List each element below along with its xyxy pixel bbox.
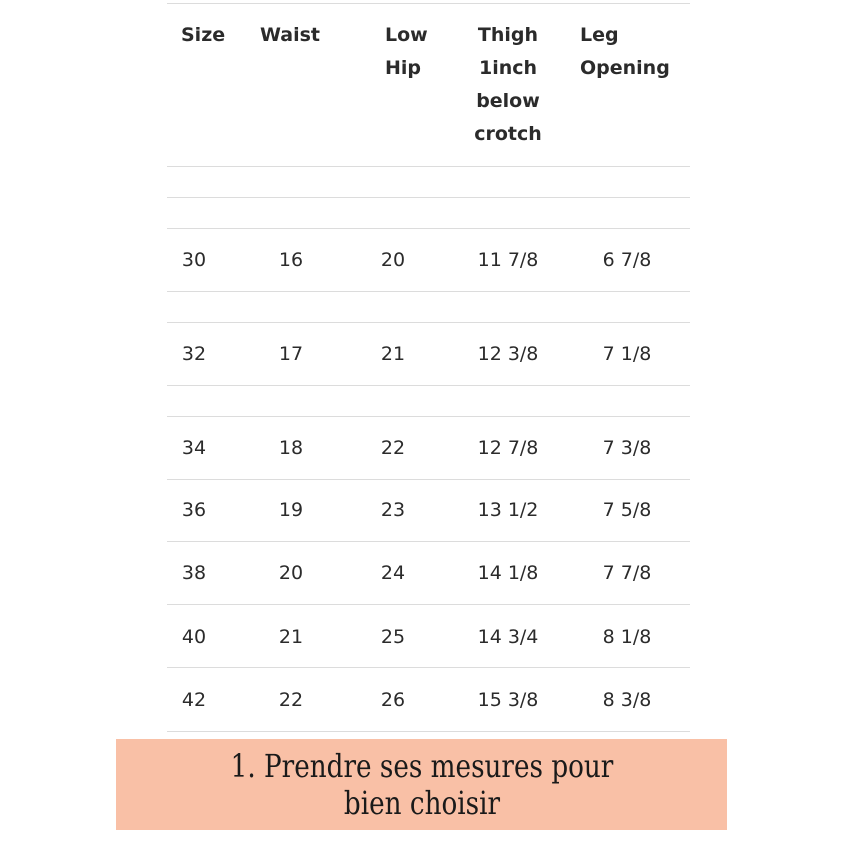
cell-waist: 19 (278, 499, 304, 521)
table-rule (167, 291, 690, 292)
cell-low-hip: 24 (380, 562, 406, 584)
cell-thigh: 11 7/8 (477, 249, 539, 271)
cell-leg-opening: 8 3/8 (602, 689, 652, 711)
cell-thigh: 13 1/2 (477, 499, 539, 521)
cell-thigh: 12 7/8 (477, 437, 539, 459)
cell-size: 30 (181, 249, 207, 271)
table-rule (167, 228, 690, 229)
cell-thigh: 15 3/8 (477, 689, 539, 711)
table-rule (167, 479, 690, 480)
cell-low-hip: 20 (380, 249, 406, 271)
cell-low-hip: 21 (380, 343, 406, 365)
cell-leg-opening: 6 7/8 (602, 249, 652, 271)
cell-low-hip: 23 (380, 499, 406, 521)
cell-leg-opening: 7 5/8 (602, 499, 652, 521)
cell-waist: 20 (278, 562, 304, 584)
table-rule (167, 3, 690, 4)
table-rule (167, 322, 690, 323)
header-thigh: Thigh 1inch below crotch (474, 24, 542, 145)
table-rule (167, 197, 690, 198)
cell-low-hip: 25 (380, 626, 406, 648)
cell-size: 38 (181, 562, 207, 584)
cell-size: 36 (181, 499, 207, 521)
cell-leg-opening: 8 1/8 (602, 626, 652, 648)
cell-thigh: 14 3/4 (477, 626, 539, 648)
table-rule (167, 541, 690, 542)
cell-waist: 22 (278, 689, 304, 711)
header-size: Size (181, 24, 226, 46)
table-rule (167, 385, 690, 386)
cell-size: 42 (181, 689, 207, 711)
cell-thigh: 12 3/8 (477, 343, 539, 365)
cell-thigh: 14 1/8 (477, 562, 539, 584)
cell-waist: 16 (278, 249, 304, 271)
cell-leg-opening: 7 7/8 (602, 562, 652, 584)
cell-leg-opening: 7 3/8 (602, 437, 652, 459)
caption-text: 1. Prendre ses mesures pour bien choisir (230, 746, 613, 822)
table-rule (167, 416, 690, 417)
header-leg-opening: Leg Opening (580, 24, 670, 79)
cell-size: 34 (181, 437, 207, 459)
cell-waist: 18 (278, 437, 304, 459)
cell-waist: 17 (278, 343, 304, 365)
table-rule (167, 667, 690, 668)
cell-low-hip: 26 (380, 689, 406, 711)
cell-size: 40 (181, 626, 207, 648)
table-rule (167, 166, 690, 167)
cell-waist: 21 (278, 626, 304, 648)
cell-low-hip: 22 (380, 437, 406, 459)
table-rule (167, 604, 690, 605)
cell-size: 32 (181, 343, 207, 365)
caption-banner (116, 739, 727, 830)
header-waist: Waist (260, 24, 321, 46)
header-low-hip: Low Hip (385, 24, 428, 79)
cell-leg-opening: 7 1/8 (602, 343, 652, 365)
table-rule (167, 731, 690, 732)
